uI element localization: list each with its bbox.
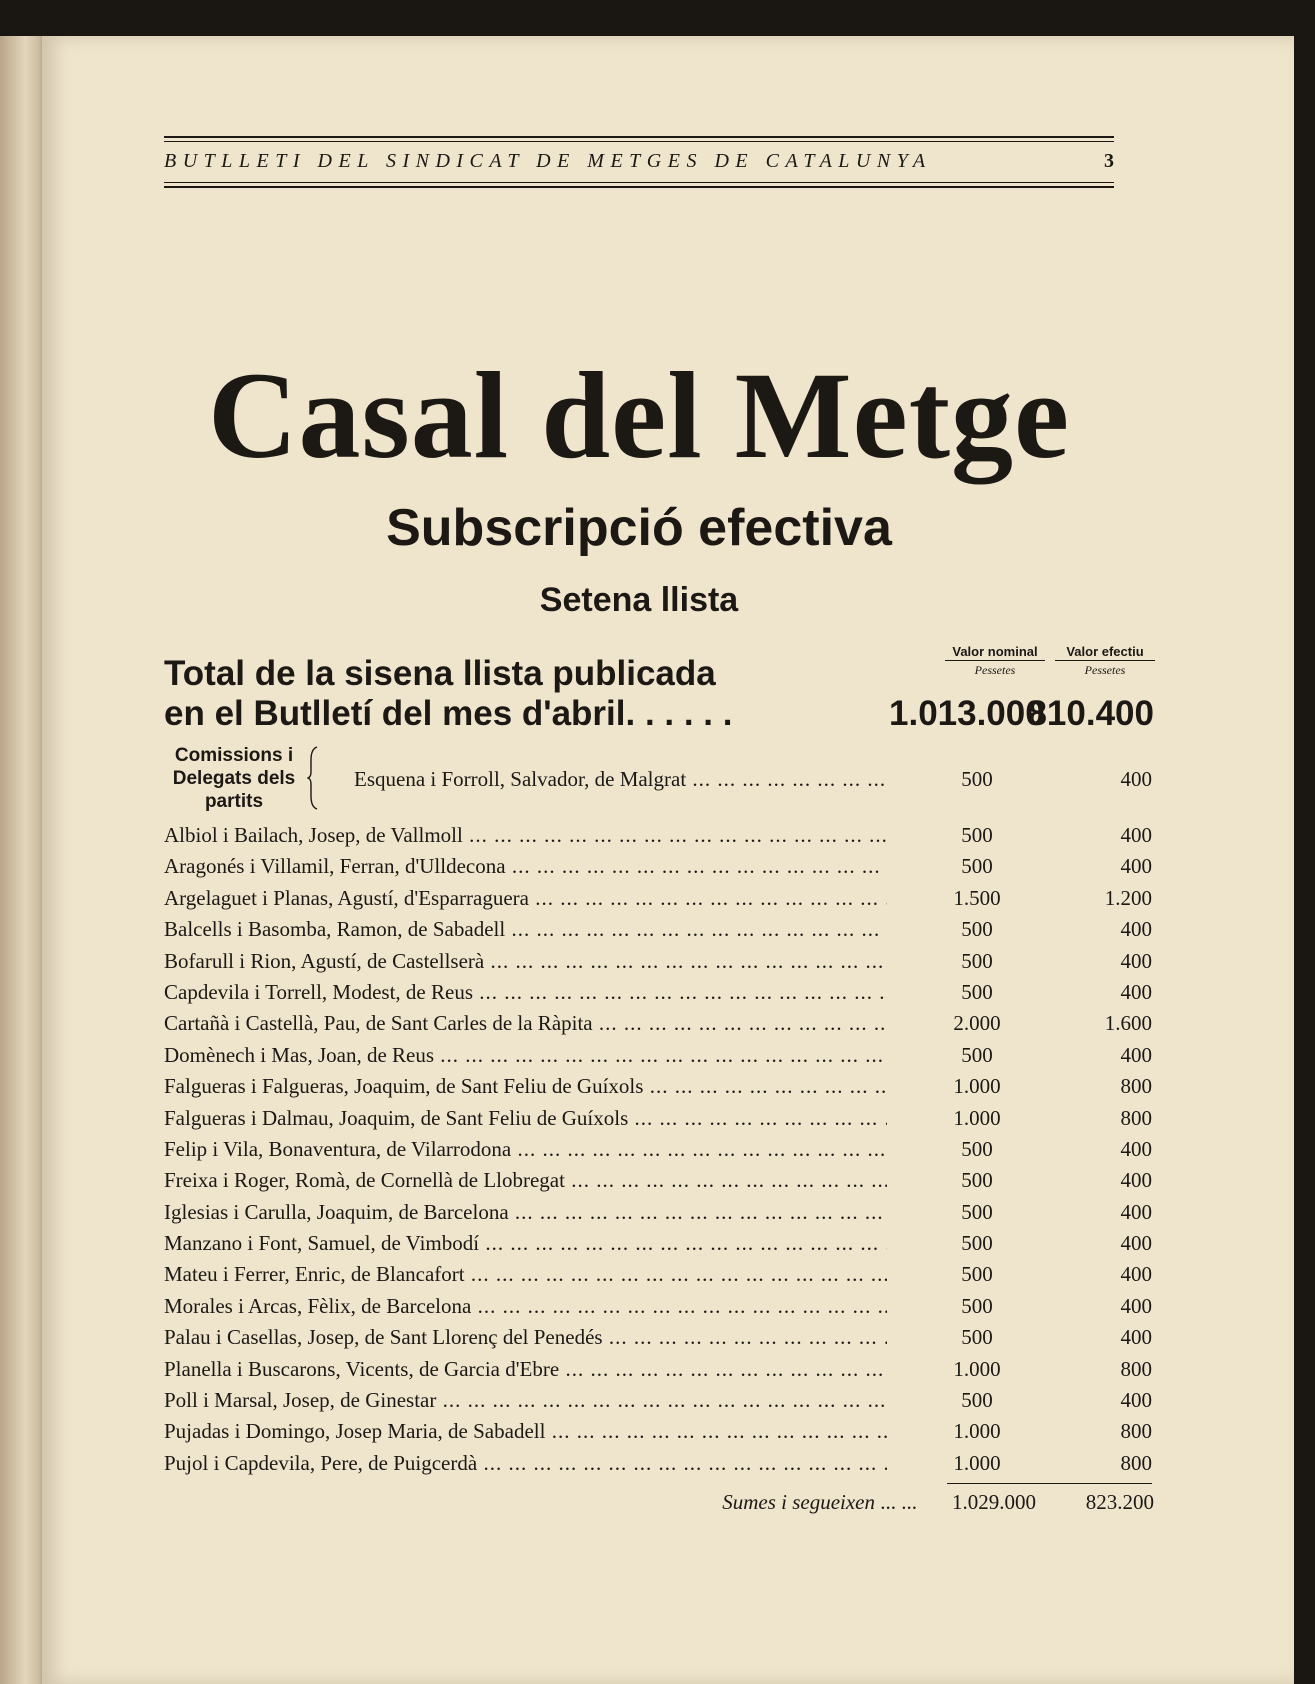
entry-name: Manzano i Font, Samuel, de Vimbodí ... . [164,1228,887,1259]
entry-nominal: 500 [961,1199,993,1224]
entry-effective: 400 [1120,854,1152,879]
entry-effective: 400 [1120,979,1152,1004]
entry-effective: 400 [1120,1262,1152,1287]
commissions-label: Comissions i Delegats dels partits [172,745,296,812]
table-row [164,1197,1154,1228]
commissions-block [164,744,1154,814]
table-row [164,883,1154,914]
table-row [164,1291,1154,1322]
entry-name: Iglesias i Carulla, Joaquim, de Barcelona ... . [164,1197,887,1228]
entry-effective: 400 [1120,767,1152,791]
entry-effective: 400 [1120,948,1152,973]
entry-name: Esquena i Forroll, Salvador, de Malgrat ... . [354,766,887,792]
entry-nominal: 500 [961,917,993,942]
entry-nominal: 1.000 [953,1419,1001,1444]
table-row [164,1134,1154,1165]
entry-effective: 400 [1120,1136,1152,1161]
previous-total-effective: 810.400 [1027,694,1154,733]
entry-name: Domènech i Mas, Joan, de Reus ... . [164,1040,887,1071]
entry-nominal: 500 [961,767,993,791]
sums-effective: 823.200 [1085,1490,1154,1514]
table-row [164,851,1154,882]
column-header-effective: Valor efectiu Pessetes [1055,644,1155,678]
entry-name: Capdevila i Torrell, Modest, de Reus ... . [164,977,887,1008]
previous-total [164,654,1154,734]
entry-effective: 400 [1120,1293,1152,1318]
table-row [164,820,1154,851]
entry-nominal: 1.000 [953,1356,1001,1381]
entry-nominal: 500 [961,948,993,973]
entry-effective: 400 [1120,1042,1152,1067]
entry-effective: 400 [1120,1388,1152,1413]
sums-label-wrapper [164,1487,939,1517]
entry-nominal: 500 [961,1168,993,1193]
entry-effective: 1.600 [1104,1011,1152,1036]
table-row [164,1448,1154,1479]
header-rule-bottom-thin [164,182,1114,183]
entry-nominal: 500 [961,823,993,847]
entry-nominal: 500 [961,979,993,1004]
entry-effective: 400 [1120,1231,1152,1256]
table-row [164,1165,1154,1196]
entry-nominal: 500 [961,854,993,879]
table-row [164,1416,1154,1447]
entry-name: Cartañà i Castellà, Pau, de Sant Carles de la Ràpita ... . [164,1008,887,1039]
document-page [42,36,1294,1684]
table-row [164,946,1154,977]
entry-effective: 400 [1120,823,1152,847]
entry-name: Planella i Buscarons, Vicents, de Garcia d'Ebre ... . [164,1354,887,1385]
entry-effective: 400 [1120,1168,1152,1193]
entry-nominal: 1.500 [953,885,1001,910]
table-row [164,914,1154,945]
entry-effective: 800 [1120,1419,1152,1444]
entry-name: Aragonés i Villamil, Ferran, d'Ulldecona ... . [164,851,887,882]
header-rule-bottom [164,186,1114,188]
sums-dots: ... ... [880,1490,917,1514]
table-row [164,1228,1154,1259]
previous-total-nominal: 1.013.000 [889,694,1045,733]
page-title: Casal del Metge [207,347,1071,484]
subscription-list [164,820,1154,1479]
entry-name: Falgueras i Dalmau, Joaquim, de Sant Feliu de Guíxols ... . [164,1103,887,1134]
entry-nominal: 500 [961,1293,993,1318]
entry-name: Balcells i Basomba, Ramon, de Sabadell ... . [164,914,887,945]
entry-effective: 800 [1120,1105,1152,1130]
entry-nominal: 500 [961,1231,993,1256]
entry-nominal: 500 [961,1325,993,1350]
entry-nominal: 500 [961,1388,993,1413]
entry-nominal: 2.000 [953,1011,1001,1036]
table-row [164,1259,1154,1290]
sum-rule [947,1483,1152,1484]
sums-label: Sumes i segueixen [722,1490,875,1514]
entry-nominal: 1.000 [953,1105,1001,1130]
sums-nominal: 1.029.000 [952,1490,1036,1514]
entry-name: Argelaguet i Planas, Agustí, d'Esparraguera ... . [164,883,887,914]
page-subtitle: Subscripció efectiva [386,499,892,557]
table-row [164,1322,1154,1353]
entry-name: Pujadas i Domingo, Josep Maria, de Sabadell ... . [164,1416,887,1447]
column-header-nominal: Valor nominal Pessetes [945,644,1045,678]
entry-nominal: 500 [961,1262,993,1287]
list-title: Setena llista [539,581,739,619]
entry-name: Bofarull i Rion, Agustí, de Castellserà ... . [164,946,887,977]
entry-name: Mateu i Ferrer, Enric, de Blancafort ... . [164,1259,887,1290]
entry-name: Falgueras i Falgueras, Joaquim, de Sant Feliu de Guíxols ... . [164,1071,887,1102]
previous-total-line1: Total de la sisena llista publicada [164,654,716,693]
entry-effective: 800 [1120,1450,1152,1475]
sums-row [164,1487,1154,1517]
entry-nominal: 1.000 [953,1074,1001,1099]
running-header [164,136,1114,188]
entry-effective: 400 [1120,917,1152,942]
table-row [164,1103,1154,1134]
previous-total-line2: en el Butlletí del mes d'abril. . . . . . [164,694,733,733]
book-spine [0,36,46,1684]
page-number: 3 [1104,150,1114,172]
entry-name: Palau i Casellas, Josep, de Sant Llorenç del Penedés ... . [164,1322,887,1353]
entry-name: Pujol i Capdevila, Pere, de Puigcerdà ... . [164,1448,887,1479]
header-rule-top [164,136,1114,138]
table-row [164,1385,1154,1416]
entry-effective: 1.200 [1104,885,1152,910]
entry-name: Poll i Marsal, Josep, de Ginestar ... . [164,1385,887,1416]
table-row [164,1008,1154,1039]
entry-nominal: 500 [961,1136,993,1161]
table-row [164,1354,1154,1385]
entry-name: Albiol i Bailach, Josep, de Vallmoll ... . [164,820,887,851]
entry-effective: 400 [1120,1199,1152,1224]
table-row [164,1071,1154,1102]
entry-effective: 400 [1120,1325,1152,1350]
entry-effective: 800 [1120,1356,1152,1381]
table-row [164,977,1154,1008]
commissions-entry [354,766,1154,792]
entry-name: Freixa i Roger, Romà, de Cornellà de Llobregat ... . [164,1165,887,1196]
entry-nominal: 500 [961,1042,993,1067]
table-row [164,1040,1154,1071]
entry-name: Felip i Vila, Bonaventura, de Vilarrodona ... . [164,1134,887,1165]
entry-name: Morales i Arcas, Fèlix, de Barcelona ... . [164,1291,887,1322]
entry-effective: 800 [1120,1074,1152,1099]
journal-title: BUTLLETI DEL SINDICAT DE METGES DE CATALUNYA [164,150,932,172]
brace-icon [307,746,321,810]
entry-nominal: 1.000 [953,1450,1001,1475]
